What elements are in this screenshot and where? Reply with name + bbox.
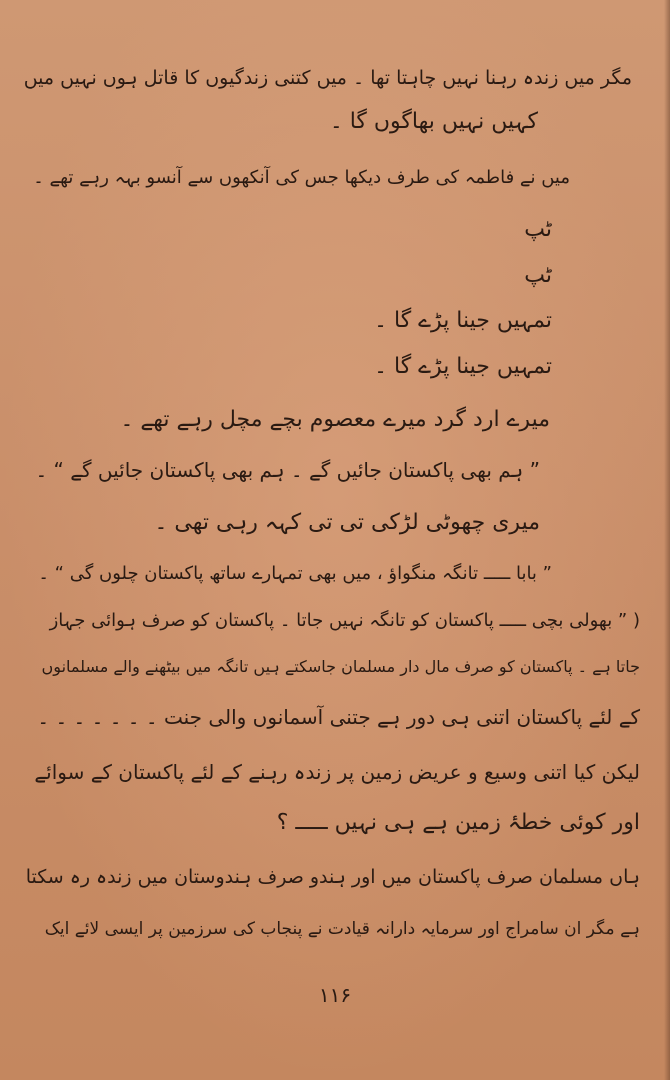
text-line-13: جاتا ہے ۔ پاکستان کو صرف مال دار مسلمان جاسکتے ہیں تانگہ میں بیٹھنے والے مسلمانوں [41, 657, 640, 676]
text-line-11: ” بابا ـــــ تانگہ منگواؤ ، میں بھی تمہارے ساتھ پاکستان چلوں گی “ ۔ [38, 563, 552, 584]
text-line-2: کہیں نہیں بھاگوں گا ۔ [329, 109, 538, 134]
text-line-12: ( ” بھولی بچی ـــــ پاکستان کو تانگہ نہیں جاتا ۔ پاکستان کو صرف ہوائی جہاز [49, 610, 640, 631]
text-line-10: میری چھوٹی لڑکی تی تی کہہ رہی تھی ۔ [154, 510, 540, 535]
text-line-17: ہاں مسلمان صرف پاکستان میں اور ہندو صرف ہندوستان میں زندہ رہ سکتا [25, 866, 640, 888]
text-line-15: لیکن کیا اتنی وسیع و عریض زمین پر زندہ رہنے کے لئے پاکستان کے سوائے [34, 760, 640, 784]
text-line-6: تمہیں جینا پڑے گا ۔ [374, 308, 552, 333]
text-line-7: تمہیں جینا پڑے گا ۔ [374, 354, 552, 379]
text-line-3: میں نے فاطمہ کی طرف دیکھا جس کی آنکھوں سے آنسو بہہ رہے تھے ۔ [33, 167, 570, 188]
text-line-4: ٹپ [524, 217, 552, 242]
text-line-8: میرے ارد گرد میرے معصوم بچے مچل رہے تھے ۔ [120, 407, 550, 432]
page-edge-shadow [664, 0, 670, 1080]
text-line-14: کے لئے پاکستان اتنی ہی دور ہے جتنی آسمانوں والی جنت ۔ ۔ ۔ ۔ ۔ ۔ ۔ [37, 705, 640, 729]
text-line-5: ٹپ [524, 263, 552, 288]
text-line-1: مگر میں زندہ رہنا نہیں چاہتا تھا ۔ میں کتنی زندگیوں کا قاتل ہوں نہیں میں [23, 67, 632, 89]
text-line-9: ” ہم بھی پاکستان جائیں گے ۔ ہم بھی پاکستان جائیں گے “ ۔ [35, 458, 540, 482]
page-number: ۱۱۶ [318, 983, 352, 1007]
text-line-18: ہے مگر ان سامراج اور سرمایہ دارانہ قیادت نے پنجاب کی سرزمین پر ایسی لائے ایک [44, 919, 640, 939]
text-line-16: اور کوئی خطۂ زمین ہے ہی نہیں ـــــ ؟ [276, 810, 640, 835]
